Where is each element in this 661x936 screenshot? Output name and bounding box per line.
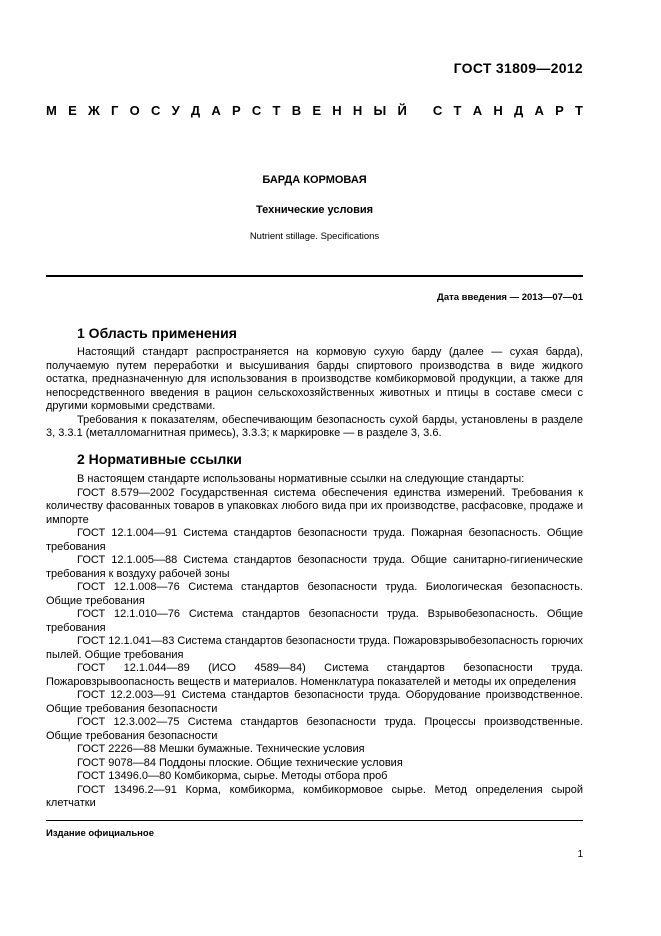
section-1-body <box>46 346 583 441</box>
reference-item: ГОСТ 12.1.010—76 Система стандартов безопасности труда. Взрывобезопасность. Общие требования <box>46 608 583 634</box>
banner-letter: М <box>46 103 57 118</box>
reference-item: ГОСТ 12.1.044—89 (ИСО 4589—84) Система стандартов безопасности труда. Пожаровзрывоопасность веществ и материалов. Номенклатура показателей и методы их определения <box>46 662 583 688</box>
banner-letter: Н <box>493 103 503 118</box>
banner-letter: С <box>432 103 443 118</box>
reference-item: ГОСТ 12.1.041—83 Система стандартов безопасности труда. Пожаровзрывобезопасность горючих пылей. Общие требования <box>46 635 583 661</box>
reference-item: ГОСТ 12.1.004—91 Система стандартов безопасности труда. Пожарная безопасность. Общие требования <box>46 527 583 553</box>
section-1-heading: 1 Область применения <box>77 325 237 341</box>
banner-letter <box>418 103 422 118</box>
banner-letter: Т <box>575 103 583 118</box>
banner-letter: Е <box>312 103 322 118</box>
banner-letter: Р <box>555 103 564 118</box>
reference-item: ГОСТ 13496.2—91 Корма, комбикорма, комбикормовое сырье. Метод определения сырой клетчатки <box>46 783 583 809</box>
banner-letter: Г <box>110 103 119 118</box>
paragraph: В настоящем стандарте использованы нормативные ссылки на следующие стандарты: <box>77 473 525 485</box>
section-2-heading: 2 Нормативные ссылки <box>77 451 242 467</box>
reference-item: ГОСТ 2226—88 Мешки бумажные. Технические условия <box>77 743 365 755</box>
banner-letter: Д <box>513 103 524 118</box>
interstate-standard-banner <box>46 103 583 118</box>
reference-item: ГОСТ 12.1.008—76 Система стандартов безопасности труда. Биологическая безопасность. Общие требования <box>46 581 583 607</box>
banner-letter: О <box>129 103 140 118</box>
banner-letter: С <box>150 103 161 118</box>
english-title: Nutrient stillage. Specifications <box>249 231 380 242</box>
banner-letter: У <box>171 103 180 118</box>
document-subtitle: Технические условия <box>255 204 374 216</box>
banner-letter: Ж <box>87 103 100 118</box>
paragraph: Требования к показателям, обеспечивающим безопасность сухой барды, установлены в разделе 3, 3.3.1 (металломагнитная примесь), 3.3.3; к маркировке — в разделе 3, 3.6. <box>46 413 583 439</box>
banner-letter: А <box>534 103 544 118</box>
page-number: 1 <box>577 849 583 860</box>
banner-letter: А <box>211 103 221 118</box>
reference-item: ГОСТ 13496.0—80 Комбикорма, сырье. Методы отбора проб <box>77 770 388 782</box>
introduction-date: Дата введения — 2013—07—01 <box>437 292 583 303</box>
banner-letter: С <box>251 103 262 118</box>
reference-item: ГОСТ 8.579—2002 Государственная система обеспечения единства измерений. Требования к количеству фасованных товаров в упаковках любого вида при их производстве, расфасовке, продаже и импорте <box>46 486 583 526</box>
banner-letter: Н <box>332 103 342 118</box>
footer-divider <box>46 820 583 821</box>
banner-letter: Н <box>352 103 363 118</box>
banner-letter: В <box>291 103 302 118</box>
banner-letter: Т <box>272 103 281 118</box>
title-divider <box>46 275 583 277</box>
section-2-body <box>46 473 583 811</box>
banner-letter: Т <box>453 103 462 118</box>
banner-letter: А <box>472 103 483 118</box>
banner-letter: Ы <box>373 103 387 118</box>
official-edition-note: Издание официальное <box>46 828 154 839</box>
reference-item: ГОСТ 12.3.002—75 Система стандартов безопасности труда. Процессы производственные. Общие требования безопасности <box>46 716 583 742</box>
document-title: БАРДА КОРМОВАЯ <box>262 174 367 186</box>
banner-letter: Й <box>397 103 407 118</box>
banner-letter: Д <box>190 103 201 118</box>
reference-item: ГОСТ 12.1.005—88 Система стандартов безопасности труда. Общие санитарно-гигиенические требования к воздуху рабочей зоны <box>46 554 583 580</box>
banner-letter: Е <box>68 103 77 118</box>
paragraph: Настоящий стандарт распространяется на кормовую сухую барду (далее — сухая барда), получаемую путем переработки и высушивания барды спиртового производства в виде жидкого остатка, предназначенную для использования в производстве комбикормовой продукции, а также для непосредственного введения в рацион сельскохозяйственных животных и птицы в составе смеси с другими кормовыми средствами. <box>46 346 583 412</box>
reference-item: ГОСТ 9078—84 Поддоны плоские. Общие технические условия <box>77 756 403 769</box>
reference-item: ГОСТ 12.2.003—91 Система стандартов безопасности труда. Оборудование производственное. Общие требования безопасности <box>46 689 583 715</box>
banner-letter: Р <box>232 103 241 118</box>
document-number: ГОСТ 31809—2012 <box>453 60 583 76</box>
